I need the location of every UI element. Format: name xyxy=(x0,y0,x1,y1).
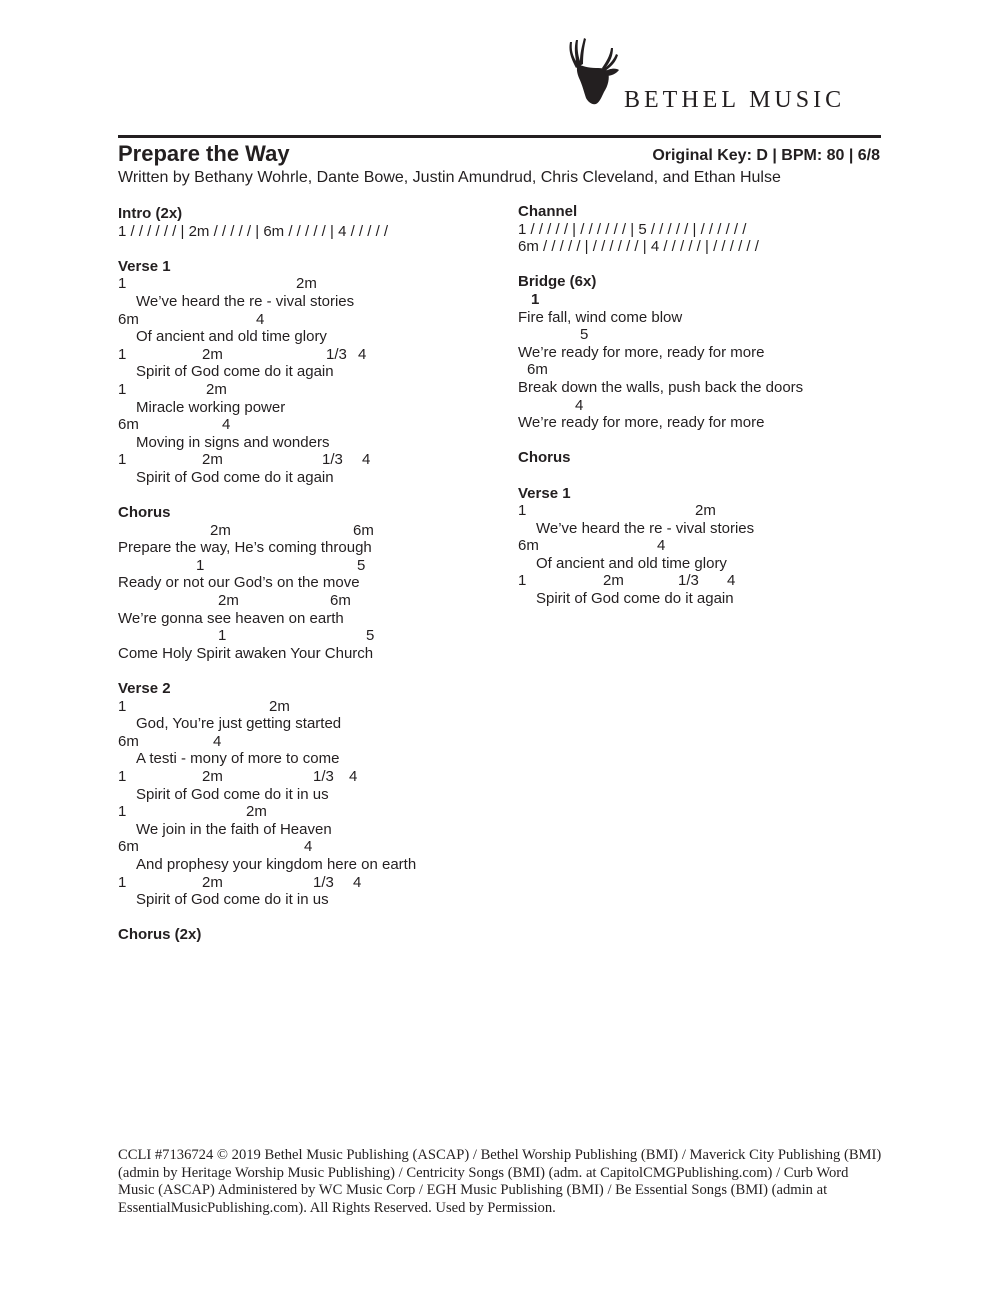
section-heading: Chorus xyxy=(518,449,571,467)
chord-line xyxy=(118,768,498,786)
chord: 1/3 xyxy=(322,451,343,469)
channel-section xyxy=(518,203,898,256)
chord-line xyxy=(518,537,898,555)
lyric-line: We join in the faith of Heaven xyxy=(136,820,332,838)
chord-line xyxy=(118,311,498,329)
chord: 1 xyxy=(118,275,127,293)
chord: 2m xyxy=(202,873,223,891)
chorus-section xyxy=(118,504,498,662)
chord: 4 xyxy=(304,838,313,856)
lyric-line: Moving in signs and wonders xyxy=(136,433,330,451)
section-heading: Verse 1 xyxy=(518,484,571,502)
chord-line xyxy=(118,557,498,575)
chord: 2m xyxy=(296,275,317,293)
chord: 1 xyxy=(118,768,127,785)
section-heading: Verse 1 xyxy=(118,257,171,275)
chorus-ref-section xyxy=(518,449,898,467)
chord-line xyxy=(518,397,898,415)
chord: 4 xyxy=(657,537,666,555)
chord: 5 xyxy=(366,627,375,645)
verse1-reprise-section xyxy=(518,485,898,608)
left-column xyxy=(118,205,498,962)
lyric-line: Spirit of God come do it again xyxy=(136,363,334,381)
verse2-section xyxy=(118,680,498,909)
brand-name: BETHEL MUSIC xyxy=(624,87,846,113)
chord-line xyxy=(518,502,898,520)
chord-line xyxy=(118,698,498,716)
chord-line xyxy=(518,361,898,379)
chord: 2m xyxy=(218,592,239,610)
brand-logo xyxy=(562,28,882,113)
lyric-line: Fire fall, wind come blow xyxy=(518,308,683,326)
chord: 6m xyxy=(118,416,139,434)
chord: 1 xyxy=(118,345,127,363)
intro-section xyxy=(118,205,498,240)
verse1-section xyxy=(118,258,498,487)
chord: 1 xyxy=(518,502,527,520)
chord: 4 xyxy=(256,310,265,328)
chord-progression: 6m / / / / / | / / / / / / | 4 / / / / / | / / / / / / xyxy=(518,238,759,256)
chord: 2m xyxy=(603,572,624,590)
section-heading: Chorus (2x) xyxy=(118,926,202,944)
chord: 2m xyxy=(246,803,267,821)
chord-line xyxy=(518,326,898,344)
lyric-line: A testi - mony of more to come xyxy=(136,750,340,768)
header-rule xyxy=(118,135,881,138)
chord-line xyxy=(118,592,498,610)
chord: 2m xyxy=(206,380,227,398)
section-heading: Bridge (6x) xyxy=(518,273,597,291)
lyric-line: We’re ready for more, ready for more xyxy=(518,414,765,432)
chord: 6m xyxy=(118,732,139,750)
chord: 6m xyxy=(518,537,539,555)
lyric-line: Spirit of God come do it again xyxy=(536,590,734,608)
lyric-line: God, You’re just getting started xyxy=(136,715,342,733)
lyric-line: Of ancient and old time glory xyxy=(136,328,327,346)
lyric-line: Miracle working power xyxy=(136,398,286,416)
chord: 6m xyxy=(527,361,548,379)
chord: 6m xyxy=(118,310,139,328)
chord: 4 xyxy=(362,451,371,469)
lyric-line: Prepare the way, He’s coming through xyxy=(118,539,372,557)
chord-line xyxy=(118,733,498,751)
lyric-line: And prophesy your kingdom here on earth xyxy=(136,855,417,873)
bridge-section xyxy=(518,273,898,431)
chord: 6m xyxy=(353,521,374,539)
chord: 1 xyxy=(218,627,227,645)
lyric-line: Come Holy Spirit awaken Your Church xyxy=(118,644,374,662)
chorus-repeat-section xyxy=(118,926,498,944)
lyric-line: We’ve heard the re - vival stories xyxy=(136,292,355,310)
right-column xyxy=(518,203,898,625)
song-writers: Written by Bethany Wohrle, Dante Bowe, Justin Amundrud, Chris Cleveland, and Ethan Hulse xyxy=(118,169,781,186)
lyric-line: Spirit of God come do it in us xyxy=(136,891,329,909)
section-heading: Verse 2 xyxy=(118,680,171,698)
lyric-line: Of ancient and old time glory xyxy=(536,554,727,572)
chord: 1 xyxy=(118,697,127,715)
lyric-line: Spirit of God come do it again xyxy=(136,468,334,486)
chord: 5 xyxy=(580,326,589,344)
chord: 1 xyxy=(118,380,127,398)
chord-line xyxy=(118,627,498,645)
chord: 2m xyxy=(210,521,231,539)
copyright-footer: CCLI #7136724 © 2019 Bethel Music Publishing (ASCAP) / Bethel Worship Publishing (BMI) / Maverick City Publishing (BMI) (admin by Heritage Worship Music Publishing) / Centricity Songs (BMI) (adm. at CapitolCMGPublishing.com) / Curb Word Music (ASCAP) Administered by WC Music Corp / EGH Music Publishing (BMI) / Be Essential Songs (BMI) (admin at EssentialMusicPublishing.com). All Rights Reserved. Used by Permission. xyxy=(118,1147,882,1216)
chord: 1/3 xyxy=(678,572,699,590)
song-meta: Original Key: D | BPM: 80 | 6/8 xyxy=(652,147,880,164)
chord: 1/3 xyxy=(313,873,334,891)
section-heading: Channel xyxy=(518,203,578,220)
chord: 1 xyxy=(118,873,127,891)
chord: 4 xyxy=(213,732,222,750)
chord-line xyxy=(118,381,498,399)
lyric-line: We’ve heard the re - vival stories xyxy=(536,519,755,537)
lyric-line: Ready or not our God’s on the move xyxy=(118,574,360,592)
chord-progression: 1 / / / / / / | 2m / / / / / | 6m / / / / / | 4 / / / / / xyxy=(118,222,389,240)
chord: 4 xyxy=(349,768,358,785)
chord: 6m xyxy=(330,592,351,610)
chord: 1 xyxy=(196,556,205,574)
section-heading: Chorus xyxy=(118,504,171,522)
chord: 2m xyxy=(202,451,223,469)
chord: 1 xyxy=(518,572,527,590)
chord: 4 xyxy=(358,345,367,363)
section-heading: Intro (2x) xyxy=(118,205,183,222)
chord: 1/3 xyxy=(326,345,347,363)
lyric-line: We’re gonna see heaven on earth xyxy=(118,609,344,627)
lyric-line: Break down the walls, push back the doors xyxy=(518,378,804,396)
chord-line xyxy=(518,572,898,590)
chord: 5 xyxy=(357,556,366,574)
chord-line xyxy=(118,522,498,540)
chord: 1 xyxy=(531,290,540,308)
chord: 2m xyxy=(695,502,716,520)
deer-head-icon xyxy=(562,28,620,106)
lyric-line: We’re ready for more, ready for more xyxy=(518,343,765,361)
chord: 1/3 xyxy=(313,768,334,785)
chord: 1 xyxy=(118,451,127,469)
chord: 2m xyxy=(269,697,290,715)
chord-line xyxy=(518,291,898,309)
chord: 4 xyxy=(575,396,584,414)
chord: 4 xyxy=(727,572,736,590)
chord-line xyxy=(118,451,498,469)
chord: 1 xyxy=(118,803,127,821)
chord: 2m xyxy=(202,345,223,363)
chord-line xyxy=(118,346,498,364)
chord: 6m xyxy=(118,838,139,856)
chord: 4 xyxy=(353,873,362,891)
chord-progression: 1 / / / / / | / / / / / / | 5 / / / / / | / / / / / / xyxy=(518,220,747,238)
chord-line xyxy=(118,275,498,293)
chord-line xyxy=(118,803,498,821)
chord: 2m xyxy=(202,768,223,785)
lyric-line: Spirit of God come do it in us xyxy=(136,785,329,803)
song-title: Prepare the Way xyxy=(118,141,290,166)
chord-line xyxy=(118,416,498,434)
chord-line xyxy=(118,838,498,856)
chord: 4 xyxy=(222,416,231,434)
chord-line xyxy=(118,874,498,892)
